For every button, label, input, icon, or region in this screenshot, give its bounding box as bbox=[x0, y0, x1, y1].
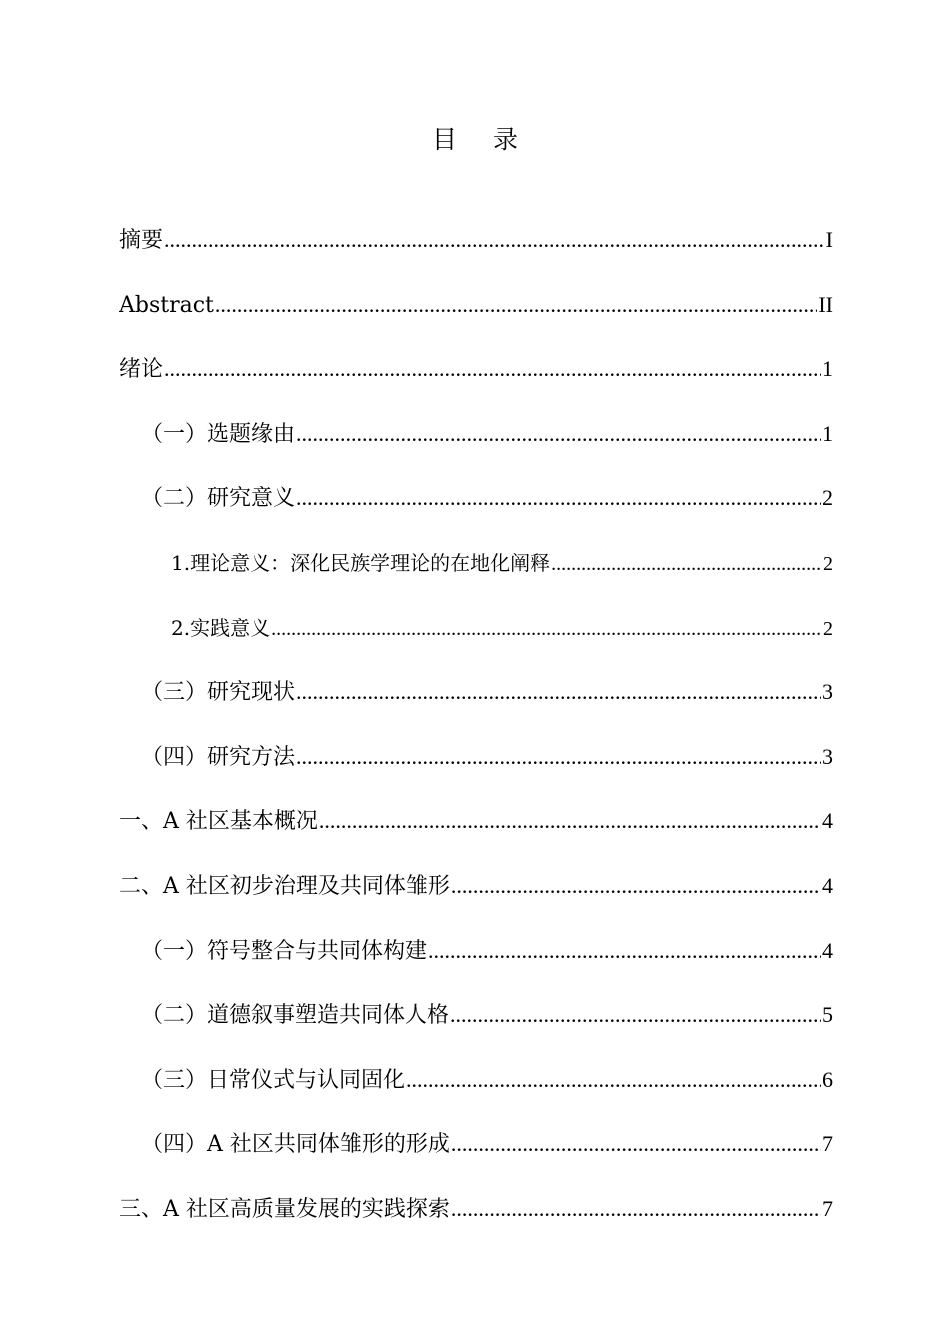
toc-entry[interactable] bbox=[119, 220, 833, 285]
toc-entry-label: （二）研究意义 bbox=[141, 486, 296, 512]
toc-entry[interactable] bbox=[119, 995, 833, 1060]
toc-entry-page: 4 bbox=[822, 872, 833, 898]
toc-entry-page: 3 bbox=[822, 743, 833, 769]
toc-entry-label: Abstract bbox=[119, 292, 214, 318]
toc-entry-page: 6 bbox=[822, 1066, 833, 1092]
toc-dot-leader bbox=[406, 1060, 821, 1100]
toc-list bbox=[119, 220, 833, 1254]
toc-entry-page: 4 bbox=[822, 808, 833, 834]
toc-entry-label: （一）符号整合与共同体构建 bbox=[141, 938, 428, 964]
toc-dot-leader bbox=[296, 672, 821, 712]
toc-entry[interactable] bbox=[119, 608, 833, 673]
toc-entry-page: 1 bbox=[822, 420, 833, 446]
toc-entry-page: 3 bbox=[822, 679, 833, 705]
toc-entry-label: （三）日常仪式与认同固化 bbox=[141, 1067, 406, 1093]
toc-entry-page: 2 bbox=[822, 485, 833, 511]
toc-dot-leader bbox=[428, 931, 821, 971]
toc-entry-page: 1 bbox=[822, 356, 833, 382]
toc-entry[interactable] bbox=[119, 1189, 833, 1254]
toc-entry[interactable] bbox=[119, 285, 833, 350]
toc-dot-leader bbox=[296, 737, 821, 777]
toc-entry[interactable] bbox=[119, 801, 833, 866]
toc-dot-leader bbox=[296, 478, 821, 518]
toc-dot-leader bbox=[164, 349, 821, 389]
toc-entry-page: I bbox=[825, 227, 833, 252]
toc-entry-label: （二）道德叙事塑造共同体人格 bbox=[141, 1003, 450, 1029]
toc-entry-label: （一）选题缘由 bbox=[141, 421, 296, 447]
toc-dot-leader bbox=[296, 414, 821, 454]
toc-entry-label: 摘要 bbox=[119, 228, 164, 253]
toc-dot-leader bbox=[451, 866, 821, 906]
toc-entry-label: （四）研究方法 bbox=[141, 744, 296, 770]
toc-dot-leader bbox=[451, 1189, 821, 1229]
toc-entry-page: 2 bbox=[823, 552, 833, 575]
toc-dot-leader bbox=[215, 285, 817, 325]
toc-entry-label: 1.理论意义：深化民族学理论的在地化阐释 bbox=[171, 550, 551, 575]
toc-entry-page: 7 bbox=[822, 1131, 833, 1157]
toc-entry-page: 4 bbox=[822, 937, 833, 963]
toc-entry[interactable] bbox=[119, 349, 833, 414]
toc-dot-leader bbox=[271, 609, 822, 649]
toc-dot-leader bbox=[551, 544, 822, 584]
toc-entry[interactable] bbox=[119, 414, 833, 479]
toc-entry-label: （三）研究现状 bbox=[141, 680, 296, 706]
toc-entry-label: 绪论 bbox=[119, 357, 164, 383]
toc-entry[interactable] bbox=[119, 543, 833, 608]
toc-entry[interactable] bbox=[119, 866, 833, 931]
toc-entry-page: 2 bbox=[823, 617, 833, 640]
toc-entry-label: 2.实践意义 bbox=[171, 615, 271, 640]
toc-entry-label: 二、A 社区初步治理及共同体雏形 bbox=[119, 873, 450, 899]
toc-entry[interactable] bbox=[119, 737, 833, 802]
toc-entry[interactable] bbox=[119, 931, 833, 996]
toc-entry-page: II bbox=[818, 291, 833, 317]
toc-entry[interactable] bbox=[119, 672, 833, 737]
toc-entry[interactable] bbox=[119, 1124, 833, 1189]
toc-title: 目 录 bbox=[432, 125, 532, 154]
toc-entry[interactable] bbox=[119, 1060, 833, 1125]
toc-entry-page: 5 bbox=[822, 1002, 833, 1028]
toc-dot-leader bbox=[319, 801, 821, 841]
toc-entry-label: 三、A 社区高质量发展的实践探索 bbox=[119, 1196, 450, 1222]
toc-dot-leader bbox=[450, 995, 821, 1035]
toc-dot-leader bbox=[164, 220, 825, 260]
toc-dot-leader bbox=[451, 1124, 821, 1164]
toc-entry-label: （四）A 社区共同体雏形的形成 bbox=[141, 1132, 450, 1158]
toc-entry-label: 一、A 社区基本概况 bbox=[119, 809, 318, 835]
toc-entry-page: 7 bbox=[822, 1195, 833, 1221]
toc-entry[interactable] bbox=[119, 478, 833, 543]
